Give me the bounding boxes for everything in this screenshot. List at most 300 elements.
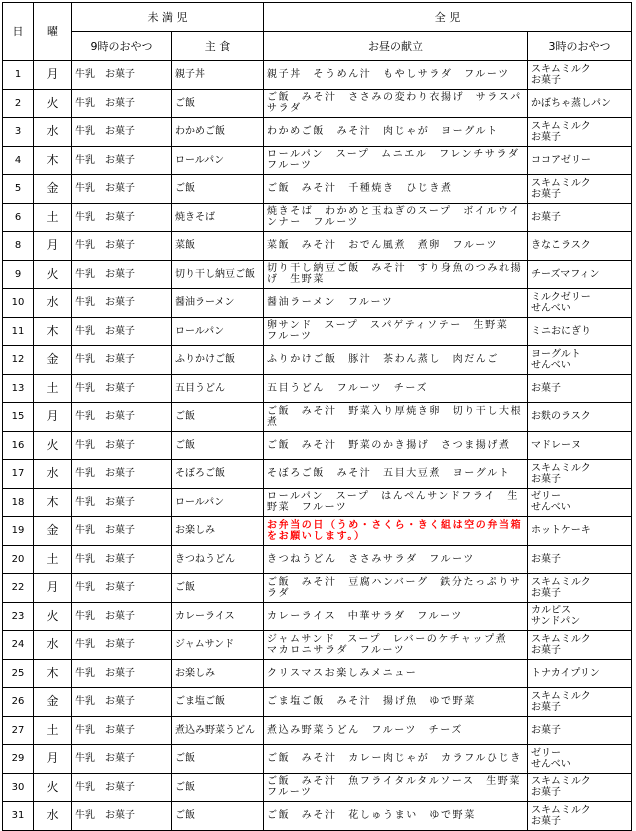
weekday-cell-text: 火 xyxy=(46,266,59,281)
day-cell-text: 1 xyxy=(14,69,22,81)
staple-cell xyxy=(172,488,264,517)
afternoon-snack-cell-text: トナカイプリン xyxy=(531,667,600,679)
table-row xyxy=(3,374,632,403)
day-cell xyxy=(3,631,34,660)
weekday-cell xyxy=(34,203,72,232)
day-cell xyxy=(3,203,34,232)
weekday-cell xyxy=(34,346,72,375)
header-group-infant: 未 満 児 xyxy=(72,3,264,32)
header-snack3: 3時のおやつ xyxy=(528,32,632,61)
weekday-cell-text: 水 xyxy=(46,808,59,823)
staple-cell xyxy=(172,232,264,261)
afternoon-snack-cell xyxy=(528,260,632,289)
weekday-cell xyxy=(34,374,72,403)
staple-cell xyxy=(172,89,264,118)
day-cell xyxy=(3,517,34,546)
morning-snack-cell-text: 牛乳 お菓子 xyxy=(75,126,135,138)
weekday-cell xyxy=(34,773,72,802)
day-cell xyxy=(3,260,34,289)
lunch-cell xyxy=(264,517,528,546)
morning-snack-cell-text: 牛乳 お菓子 xyxy=(75,639,135,651)
weekday-cell-text: 木 xyxy=(46,494,59,509)
bento-day-notice: お弁当の日（うめ・さくら・きく組は空の弁当箱をお願いします。） xyxy=(267,519,523,542)
afternoon-snack-cell xyxy=(528,460,632,489)
afternoon-snack-cell xyxy=(528,431,632,460)
afternoon-snack-cell-text: かぼちゃ蒸しパン xyxy=(531,97,611,109)
staple-cell-text: 五目うどん xyxy=(175,382,225,394)
lunch-cell-text: ご飯 みそ汁 野菜のかき揚げ さつま揚げ煮 xyxy=(267,439,511,451)
day-cell xyxy=(3,232,34,261)
weekday-cell-text: 月 xyxy=(46,580,59,595)
day-cell-text: 17 xyxy=(11,468,25,480)
morning-snack-cell-text: 牛乳 お菓子 xyxy=(75,411,135,423)
lunch-cell-text: クリスマスお楽しみメニュー xyxy=(267,667,418,679)
weekday-cell-text: 金 xyxy=(46,523,59,538)
lunch-cell-text: ご飯 みそ汁 千種焼き ひじき煮 xyxy=(267,183,453,195)
morning-snack-cell xyxy=(72,716,172,745)
lunch-cell xyxy=(264,118,528,147)
afternoon-snack-cell-text: ホットケーキ xyxy=(531,525,591,537)
weekday-cell xyxy=(34,574,72,603)
lunch-cell-text: ご飯 みそ汁 魚フライタルタルソース 生野菜 フルーツ xyxy=(267,776,533,799)
morning-snack-cell-text: 牛乳 お菓子 xyxy=(75,496,135,508)
afternoon-snack-cell-text: チーズマフィン xyxy=(531,268,600,280)
weekday-cell-text: 火 xyxy=(46,608,59,623)
weekday-cell-text: 金 xyxy=(46,352,59,367)
lunch-cell xyxy=(264,260,528,289)
day-cell xyxy=(3,773,34,802)
staple-cell-text: ご飯 xyxy=(175,582,195,594)
day-cell-text: 9 xyxy=(14,268,22,280)
morning-snack-cell-text: 牛乳 お菓子 xyxy=(75,325,135,337)
staple-cell xyxy=(172,517,264,546)
lunch-cell-text: ごま塩ご飯 みそ汁 揚げ魚 ゆで野菜 xyxy=(267,696,476,708)
staple-cell xyxy=(172,745,264,774)
staple-cell-text: 切り干し納豆ご飯 xyxy=(175,268,255,280)
afternoon-snack-cell-text: きなこラスク xyxy=(531,240,591,252)
staple-cell-text: 煮込み野菜うどん xyxy=(175,724,255,736)
staple-cell xyxy=(172,574,264,603)
morning-snack-cell xyxy=(72,745,172,774)
weekday-cell-text: 土 xyxy=(46,209,59,224)
afternoon-snack-cell xyxy=(528,346,632,375)
staple-cell-text: ジャムサンド xyxy=(175,639,235,651)
staple-cell xyxy=(172,61,264,90)
morning-snack-cell-text: 牛乳 お菓子 xyxy=(75,439,135,451)
morning-snack-cell-text: 牛乳 お菓子 xyxy=(75,240,135,252)
table-row xyxy=(3,574,632,603)
weekday-cell-text: 月 xyxy=(46,67,59,82)
staple-cell-text: カレーライス xyxy=(175,610,235,622)
afternoon-snack-cell-text: ヨーグルト せんべい xyxy=(531,348,581,371)
table-row xyxy=(3,745,632,774)
table-row xyxy=(3,431,632,460)
morning-snack-cell xyxy=(72,488,172,517)
morning-snack-cell xyxy=(72,602,172,631)
staple-cell-text: きつねうどん xyxy=(175,553,235,565)
lunch-cell xyxy=(264,688,528,717)
staple-cell-text: わかめご飯 xyxy=(175,126,225,138)
day-cell xyxy=(3,431,34,460)
weekday-cell xyxy=(34,61,72,90)
morning-snack-cell xyxy=(72,61,172,90)
staple-cell xyxy=(172,289,264,318)
morning-snack-cell-text: 牛乳 お菓子 xyxy=(75,667,135,679)
weekday-cell xyxy=(34,260,72,289)
morning-snack-cell xyxy=(72,203,172,232)
morning-snack-cell xyxy=(72,631,172,660)
afternoon-snack-cell-text: お菓子 xyxy=(531,553,561,565)
day-cell-text: 8 xyxy=(14,240,22,252)
day-cell-text: 16 xyxy=(11,439,25,451)
staple-cell xyxy=(172,802,264,831)
table-row xyxy=(3,403,632,432)
staple-cell-text: お楽しみ xyxy=(175,667,215,679)
morning-snack-cell xyxy=(72,688,172,717)
afternoon-snack-cell xyxy=(528,517,632,546)
morning-snack-cell xyxy=(72,403,172,432)
weekday-cell xyxy=(34,460,72,489)
weekday-cell xyxy=(34,488,72,517)
header-dow: 曜 xyxy=(34,3,72,61)
table-row xyxy=(3,317,632,346)
afternoon-snack-cell-text: カルピス サンドパン xyxy=(531,605,581,628)
morning-snack-cell-text: 牛乳 お菓子 xyxy=(75,781,135,793)
lunch-cell-text: ふりかけご飯 豚汁 茶わん蒸し 肉だんご xyxy=(267,354,499,366)
weekday-cell xyxy=(34,175,72,204)
day-cell-text: 24 xyxy=(11,639,25,651)
weekday-cell-text: 木 xyxy=(46,323,59,338)
weekday-cell-text: 金 xyxy=(46,181,59,196)
table-row xyxy=(3,460,632,489)
table-row xyxy=(3,688,632,717)
day-cell-text: 2 xyxy=(14,97,22,109)
table-row xyxy=(3,61,632,90)
afternoon-snack-cell xyxy=(528,89,632,118)
staple-cell-text: ご飯 xyxy=(175,183,195,195)
staple-cell xyxy=(172,545,264,574)
morning-snack-cell-text: 牛乳 お菓子 xyxy=(75,582,135,594)
table-row xyxy=(3,89,632,118)
day-cell-text: 30 xyxy=(11,781,25,793)
morning-snack-cell xyxy=(72,460,172,489)
weekday-cell-text: 火 xyxy=(46,779,59,794)
table-row xyxy=(3,773,632,802)
afternoon-snack-cell-text: お麩のラスク xyxy=(531,411,591,423)
lunch-cell xyxy=(264,346,528,375)
lunch-cell-text: きつねうどん ささみサラダ フルーツ xyxy=(267,553,475,565)
staple-cell-text: ご飯 xyxy=(175,411,195,423)
header-lunch: お昼の献立 xyxy=(264,32,528,61)
morning-snack-cell xyxy=(72,659,172,688)
lunch-cell-text: 切り干し納豆ご飯 みそ汁 すり身魚のつみれ揚げ 生野菜 xyxy=(267,263,523,286)
morning-snack-cell xyxy=(72,289,172,318)
day-cell-text: 10 xyxy=(11,297,25,309)
staple-cell-text: 菜飯 xyxy=(175,240,195,252)
day-cell-text: 22 xyxy=(11,582,25,594)
weekday-cell-text: 火 xyxy=(46,437,59,452)
morning-snack-cell xyxy=(72,260,172,289)
afternoon-snack-cell xyxy=(528,688,632,717)
staple-cell xyxy=(172,374,264,403)
weekday-cell xyxy=(34,403,72,432)
weekday-cell-text: 月 xyxy=(46,751,59,766)
lunch-cell-text: ご飯 みそ汁 ささみの変わり衣揚げ サラスパサラダ xyxy=(267,92,522,115)
day-cell xyxy=(3,688,34,717)
staple-cell-text: ご飯 xyxy=(175,97,195,109)
morning-snack-cell-text: 牛乳 お菓子 xyxy=(75,724,135,736)
lunch-cell xyxy=(264,574,528,603)
afternoon-snack-cell-text: お菓子 xyxy=(531,724,561,736)
staple-cell-text: ご飯 xyxy=(175,753,195,765)
morning-snack-cell xyxy=(72,517,172,546)
staple-cell xyxy=(172,431,264,460)
morning-snack-cell-text: 牛乳 お菓子 xyxy=(75,553,135,565)
staple-cell xyxy=(172,317,264,346)
lunch-cell xyxy=(264,488,528,517)
afternoon-snack-cell xyxy=(528,574,632,603)
weekday-cell-text: 土 xyxy=(46,722,59,737)
morning-snack-cell-text: 牛乳 お菓子 xyxy=(75,382,135,394)
day-cell xyxy=(3,317,34,346)
staple-cell xyxy=(172,716,264,745)
day-cell-text: 12 xyxy=(11,354,25,366)
weekday-cell-text: 月 xyxy=(46,238,59,253)
morning-snack-cell xyxy=(72,232,172,261)
table-row xyxy=(3,146,632,175)
weekday-cell-text: 水 xyxy=(46,295,59,310)
staple-cell xyxy=(172,118,264,147)
day-cell xyxy=(3,89,34,118)
staple-cell xyxy=(172,659,264,688)
afternoon-snack-cell xyxy=(528,602,632,631)
weekday-cell-text: 土 xyxy=(46,380,59,395)
lunch-cell xyxy=(264,460,528,489)
weekday-cell xyxy=(34,317,72,346)
morning-snack-cell-text: 牛乳 お菓子 xyxy=(75,696,135,708)
staple-cell xyxy=(172,773,264,802)
lunch-cell-text: そぼろご飯 みそ汁 五目大豆煮 ヨーグルト xyxy=(267,468,511,480)
morning-snack-cell-text: 牛乳 お菓子 xyxy=(75,183,135,195)
afternoon-snack-cell-text: スキムミルク お菓子 xyxy=(531,63,591,86)
table-row xyxy=(3,488,632,517)
staple-cell-text: 焼きそば xyxy=(175,211,215,223)
header-group-all: 全 児 xyxy=(264,3,632,32)
afternoon-snack-cell-text: マドレーヌ xyxy=(531,439,581,451)
lunch-cell-text: ロールパン スープ ムニエル フレンチサラダ フルーツ xyxy=(267,149,532,172)
weekday-cell xyxy=(34,631,72,660)
lunch-cell xyxy=(264,602,528,631)
day-cell-text: 26 xyxy=(11,696,25,708)
table-row xyxy=(3,289,632,318)
lunch-cell xyxy=(264,146,532,175)
day-cell xyxy=(3,61,34,90)
staple-cell xyxy=(172,460,264,489)
weekday-cell xyxy=(34,517,72,546)
lunch-cell xyxy=(264,317,528,346)
staple-cell-text: ご飯 xyxy=(175,439,195,451)
day-cell xyxy=(3,745,34,774)
day-cell xyxy=(3,346,34,375)
weekday-cell xyxy=(34,431,72,460)
weekday-cell xyxy=(34,146,72,175)
lunch-cell xyxy=(264,773,533,802)
day-cell-text: 29 xyxy=(11,753,25,765)
weekday-cell xyxy=(34,118,72,147)
staple-cell xyxy=(172,688,264,717)
table-row xyxy=(3,118,632,147)
afternoon-snack-cell xyxy=(528,61,632,90)
afternoon-snack-cell xyxy=(528,232,632,261)
day-cell-text: 31 xyxy=(11,810,25,822)
morning-snack-cell xyxy=(72,317,172,346)
weekday-cell-text: 月 xyxy=(46,409,59,424)
day-cell xyxy=(3,175,34,204)
afternoon-snack-cell-text: ゼリー せんべい xyxy=(531,747,571,770)
staple-cell xyxy=(172,631,264,660)
lunch-cell xyxy=(264,403,528,432)
lunch-cell-text: ご飯 みそ汁 花しゅうまい ゆで野菜 xyxy=(267,810,476,822)
lunch-cell xyxy=(264,545,528,574)
weekday-cell-text: 金 xyxy=(46,694,59,709)
day-cell-text: 3 xyxy=(14,126,22,138)
header-day: 日 xyxy=(3,3,34,61)
afternoon-snack-cell xyxy=(528,146,632,175)
morning-snack-cell-text: 牛乳 お菓子 xyxy=(75,97,135,109)
staple-cell-text: ご飯 xyxy=(175,781,195,793)
lunch-cell-text: 五目うどん フルーツ チーズ xyxy=(267,382,429,394)
day-cell-text: 4 xyxy=(14,154,22,166)
morning-snack-cell xyxy=(72,545,172,574)
day-cell xyxy=(3,716,34,745)
table-row xyxy=(3,203,632,232)
lunch-cell xyxy=(264,175,528,204)
header-snack9: 9時のおやつ xyxy=(72,32,172,61)
afternoon-snack-cell-text: ミニおにぎり xyxy=(531,325,591,337)
lunch-cell xyxy=(264,232,528,261)
morning-snack-cell xyxy=(72,175,172,204)
morning-snack-cell xyxy=(72,802,172,831)
afternoon-snack-cell xyxy=(528,631,632,660)
morning-snack-cell xyxy=(72,346,172,375)
lunch-cell-text: 煮込み野菜うどん フルーツ チーズ xyxy=(267,724,463,736)
afternoon-snack-cell-text: スキムミルク お菓子 xyxy=(531,633,591,656)
day-cell xyxy=(3,659,34,688)
lunch-cell xyxy=(264,89,528,118)
weekday-cell xyxy=(34,602,72,631)
day-cell-text: 25 xyxy=(11,667,25,679)
day-cell-text: 6 xyxy=(14,211,22,223)
menu-table-body xyxy=(3,61,632,831)
staple-cell-text: ごま塩ご飯 xyxy=(175,696,225,708)
afternoon-snack-cell-text: ゼリー せんべい xyxy=(531,491,571,514)
table-row xyxy=(3,631,632,660)
day-cell xyxy=(3,146,34,175)
morning-snack-cell-text: 牛乳 お菓子 xyxy=(75,69,135,81)
lunch-cell xyxy=(264,203,528,232)
weekday-cell xyxy=(34,289,72,318)
day-cell xyxy=(3,602,34,631)
lunch-cell xyxy=(264,61,528,90)
afternoon-snack-cell xyxy=(528,488,632,517)
lunch-cell xyxy=(264,631,528,660)
morning-snack-cell xyxy=(72,118,172,147)
menu-table-header xyxy=(3,3,632,61)
staple-cell xyxy=(172,203,264,232)
morning-snack-cell-text: 牛乳 お菓子 xyxy=(75,610,135,622)
lunch-cell xyxy=(264,745,528,774)
staple-cell-text: ふりかけご飯 xyxy=(175,354,235,366)
staple-cell-text: ロールパン xyxy=(175,325,225,337)
lunch-cell-text: 親子丼 そうめん汁 もやしサラダ フルーツ xyxy=(267,69,510,81)
day-cell-text: 13 xyxy=(11,382,25,394)
morning-snack-cell xyxy=(72,431,172,460)
afternoon-snack-cell-text: スキムミルク お菓子 xyxy=(531,576,591,599)
lunch-cell-text: わかめご飯 みそ汁 肉じゃが ヨーグルト xyxy=(267,126,499,138)
day-cell xyxy=(3,574,34,603)
lunch-cell-text: 焼きそば わかめと玉ねぎのスープ ボイルウインナー フルーツ xyxy=(267,206,521,229)
lunch-cell-text: 醤油ラーメン フルーツ xyxy=(267,297,394,309)
day-cell xyxy=(3,802,34,831)
weekday-cell-text: 火 xyxy=(46,95,59,110)
lunch-cell-text: カレーライス 中華サラダ フルーツ xyxy=(267,610,463,622)
afternoon-snack-cell xyxy=(528,773,632,802)
morning-snack-cell-text: 牛乳 お菓子 xyxy=(75,211,135,223)
menu-table xyxy=(2,2,632,831)
weekday-cell-text: 水 xyxy=(46,637,59,652)
morning-snack-cell-text: 牛乳 お菓子 xyxy=(75,810,135,822)
lunch-cell-text: ロールパン スープ はんぺんサンドフライ 生野菜 フルーツ xyxy=(267,491,519,514)
staple-cell-text: そぼろご飯 xyxy=(175,468,225,480)
afternoon-snack-cell-text: ココアゼリー xyxy=(531,154,591,166)
staple-cell xyxy=(172,146,264,175)
afternoon-snack-cell-text: ミルクゼリー せんべい xyxy=(531,291,591,314)
morning-snack-cell xyxy=(72,89,172,118)
morning-snack-cell-text: 牛乳 お菓子 xyxy=(75,154,135,166)
table-row xyxy=(3,175,632,204)
lunch-cell-text: 菜飯 みそ汁 おでん風煮 煮卵 フルーツ xyxy=(267,240,499,252)
table-row xyxy=(3,659,632,688)
afternoon-snack-cell xyxy=(528,374,632,403)
afternoon-snack-cell-text: スキムミルク お菓子 xyxy=(531,177,591,200)
afternoon-snack-cell xyxy=(528,659,632,688)
afternoon-snack-cell-text: お菓子 xyxy=(531,211,561,223)
staple-cell xyxy=(172,175,264,204)
weekday-cell xyxy=(34,89,72,118)
day-cell xyxy=(3,403,34,432)
weekday-cell xyxy=(34,232,72,261)
header-staple: 主 食 xyxy=(172,32,264,61)
staple-cell-text: 醤油ラーメン xyxy=(175,297,235,309)
day-cell xyxy=(3,289,34,318)
staple-cell xyxy=(172,260,264,289)
afternoon-snack-cell-text: スキムミルク お菓子 xyxy=(531,462,591,485)
morning-snack-cell xyxy=(72,374,172,403)
lunch-cell xyxy=(264,374,528,403)
table-row xyxy=(3,260,632,289)
afternoon-snack-cell xyxy=(528,716,632,745)
afternoon-snack-cell-text: スキムミルク お菓子 xyxy=(531,776,591,799)
morning-snack-cell xyxy=(72,574,172,603)
morning-snack-cell-text: 牛乳 お菓子 xyxy=(75,468,135,480)
day-cell-text: 15 xyxy=(11,411,25,423)
day-cell-text: 27 xyxy=(11,724,25,736)
weekday-cell-text: 土 xyxy=(46,551,59,566)
morning-snack-cell-text: 牛乳 お菓子 xyxy=(75,268,135,280)
staple-cell xyxy=(172,403,264,432)
afternoon-snack-cell xyxy=(528,203,632,232)
morning-snack-cell xyxy=(72,146,172,175)
